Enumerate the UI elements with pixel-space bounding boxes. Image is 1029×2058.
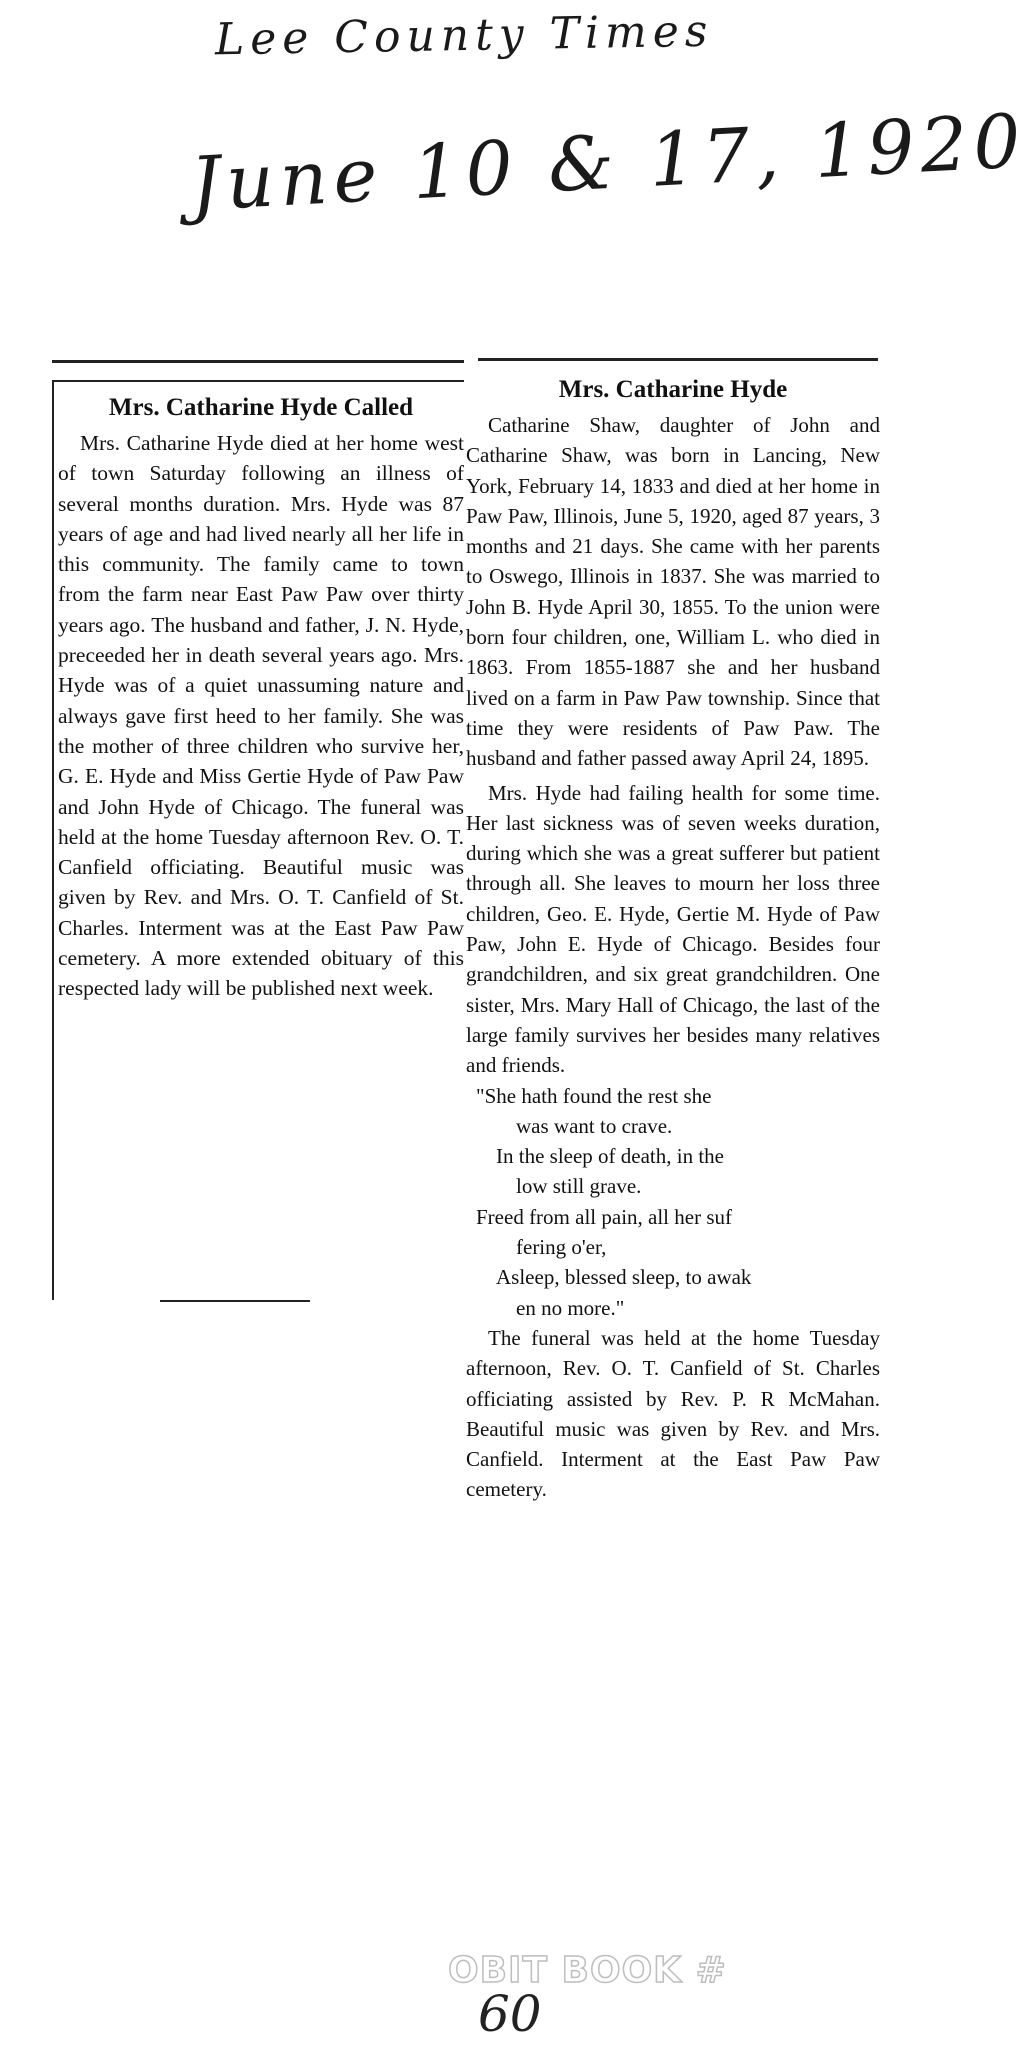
right-obituary-article (466, 374, 880, 1505)
poem-line: low still grave. (516, 1174, 642, 1199)
obit-book-number: 60 (478, 1985, 542, 2043)
left-obituary-article (58, 392, 464, 1004)
poem-line: was want to crave. (516, 1113, 673, 1138)
right-article-paragraph-1: Catharine Shaw, daughter of John and Catharine Shaw, was born in Lancing, New York, February 14, 1833 and died at her home in Paw Paw, Illinois, June 5, 1920, aged 87 years, 3 months and 21 days. She came with her parents to Oswego, Illinois in 1837. She was married to John B. Hyde April 30, 1855. To the union were born four children, one, William L. who died in 1863. From 1855-1887 she and her husband lived on a farm in Paw Paw township. Since that time they were residents of Paw Paw. The husband and father passed away April 24, 1895. (466, 413, 880, 771)
handwritten-newspaper-name: Lee County Times (214, 5, 714, 66)
obit-book-stamp: OBIT BOOK # (448, 1950, 727, 1991)
left-article-headline: Mrs. Catharine Hyde Called (108, 394, 414, 421)
poem-line: Freed from all pain, all her suf (476, 1204, 732, 1229)
right-article-paragraph-3: The funeral was held at the home Tuesday afternoon, Rev. O. T. Canfield of St. Charles officiating assisted by Rev. P. R McMahan. Beautiful music was given by Rev. and Mrs. Canfield. Interment at the East Paw Paw cemetery. (466, 1325, 880, 1502)
poem-line: en no more." (516, 1295, 625, 1320)
right-article-headline: Mrs. Catharine Hyde (558, 376, 788, 403)
left-clipping-bottom-rule (160, 1300, 310, 1302)
left-clipping-top-rule (52, 360, 464, 363)
poem-line: fering o'er, (516, 1235, 607, 1260)
handwritten-date: June 10 & 17, 1920 (188, 98, 1029, 228)
left-clipping-side-rule (52, 380, 54, 1300)
left-clipping-second-rule (52, 380, 464, 382)
poem-line: Asleep, blessed sleep, to awak (496, 1265, 752, 1290)
right-clipping-top-rule (478, 358, 878, 361)
poem-line: "She hath found the rest she (476, 1083, 712, 1108)
right-article-paragraph-2: Mrs. Hyde had failing health for some time. Her last sickness was of seven weeks duration, during which she was a great sufferer but patient through all. She leaves to mourn her loss three children, Geo. E. Hyde, Gertie M. Hyde of Paw Paw, John E. Hyde of Chicago. Besides four grandchildren, and six great grandchildren. One sister, Mrs. Mary Hall of Chicago, the last of the large family survives her besides many relatives and friends. (466, 780, 880, 1078)
memorial-poem (466, 1081, 880, 1323)
poem-line: In the sleep of death, in the (496, 1144, 725, 1169)
left-article-body: Mrs. Catharine Hyde died at her home west of town Saturday following an illness of several months duration. Mrs. Hyde was 87 years of age and had lived nearly all her life in this community. The family came to town from the farm near East Paw Paw over thirty years ago. The husband and father, J. N. Hyde, preceeded her in death several years ago. Mrs. Hyde was of a quiet unassuming nature and always gave first heed to her family. She was the mother of three children who survive her, G. E. Hyde and Miss Gertie Hyde of Paw Paw and John Hyde of Chicago. The funeral was held at the home Tuesday afternoon Rev. O. T. Canfield officiating. Beautiful music was given by Rev. and Mrs. O. T. Canfield of St. Charles. Interment was at the East Paw Paw cemetery. A more extended obituary of this respected lady will be published next week. (58, 431, 464, 1001)
